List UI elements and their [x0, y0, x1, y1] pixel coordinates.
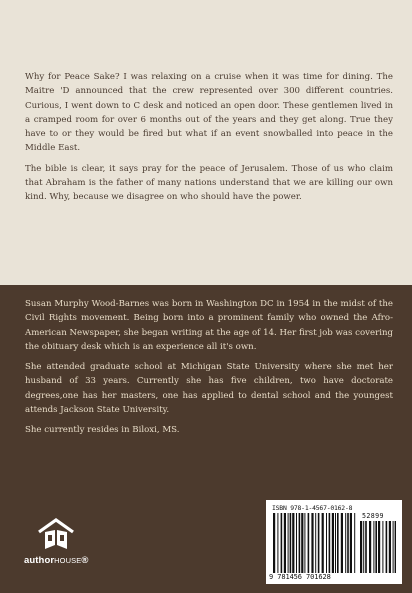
isbn-label: ISBN 978-1-4567-0162-8 [272, 504, 353, 512]
barcode-digits: 9 781456 701628 [269, 573, 331, 581]
bio-paragraph-3: She currently resides in Biloxi, MS. [25, 425, 180, 436]
isbn-barcode [266, 500, 402, 584]
barcode-bars [273, 513, 357, 573]
book-house-icon [36, 518, 76, 552]
top-blurb-panel [0, 0, 412, 285]
publisher-name: authorHOUSE® [24, 555, 89, 566]
blurb-paragraph-2: The bible is clear, it says pray for the peace of Jerusalem. Those of us who claim that Abraham is the father of many nations understand that we are killing our own kind. Why, because we disagree on who should have the power. [25, 163, 393, 203]
bio-paragraph-2: She attended graduate school at Michigan State University where she met her husband of 33 years. Currently she has five children, two have doctorate degrees,one has her masters, one has applied to dental school and the youngest attends Jackson State University. [25, 362, 393, 416]
author-bio [25, 297, 393, 444]
bio-paragraph-1: Susan Murphy Wood-Barnes was born in Washington DC in 1954 in the midst of the Civil Rights movement. Being born into a prominent family who owned the Afro-American Newspaper, she began writing at the age of 14. Her first job was covering the obituary desk which is an experience all it's own. [25, 299, 393, 352]
barcode-addon-bars [360, 521, 396, 573]
publisher-logo [24, 518, 104, 566]
blurb-paragraph-1: Why for Peace Sake? I was relaxing on a cruise when it was time for dining. The Maitre 'D announced that the crew represented over 300 different countries. Curious, I went down to C desk and noticed an open door. These gentlemen lived in a cramped room for over 6 months out of the years and they get along. True they have to or they would be fired but what if an event snowballed into peace in the Middle East. [25, 72, 393, 154]
barcode-addon-digits: 52899 [362, 512, 384, 520]
blurb-text [25, 70, 393, 211]
